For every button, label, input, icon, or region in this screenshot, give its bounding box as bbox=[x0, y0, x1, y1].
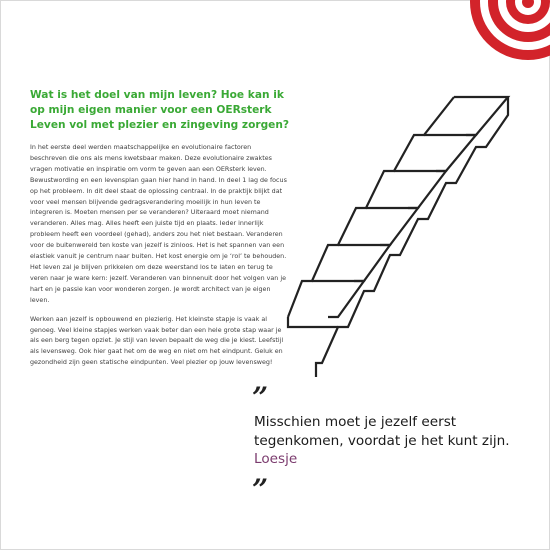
quote-close-mark: ” bbox=[252, 473, 269, 506]
pull-quote bbox=[254, 413, 534, 469]
quote-open-mark: ” bbox=[252, 381, 269, 414]
body-text bbox=[30, 143, 288, 377]
target-icon bbox=[470, 0, 550, 60]
page-heading: Wat is het doel van mijn leven? Hoe kan ik op mijn eigen manier voor een OERsterk Leven vol met plezier en zingeving zorgen? bbox=[30, 89, 290, 131]
body-paragraph-2: Werken aan jezelf is opbouwend en plezierig. Het kleinste stapje is vaak al genoeg. Veel kleine stapjes werken vaak beter dan een hele grote stap waar je als een berg tegen opziet. Je stijl van leven bepaalt de weg die je kiest. Leefstijl als levensweg. Ook hier gaat het om de weg en niet om het eindpunt. Geluk en gezondheid zijn geen statische eindpunten. Veel plezier op jouw levensweg! bbox=[30, 315, 284, 367]
body-paragraph-1: In het eerste deel werden maatschappelijke en evolutionaire factoren beschreven die ons als mens kwetsbaar maken. Deze evolutionaire zwaktes vragen motivatie en inspiratie om vorm te geven aan een OERsterk leven. Bewustwording en een levensplan gaan hier hand in hand. In deel 1 lag de focus op het probleem. In dit deel staat de oplossing centraal. In de praktijk blijkt dat voor veel mensen blijvende gedragsverandering moeilijk in hun leven te integreren is. Moeten mensen per se veranderen? Uiteraard moet niemand veranderen. Alles mag. Alles heeft een juiste tijd en plaats. Ieder innerlijk probleem heeft een voordeel (gehad), anders zou het niet bestaan. Veranderen voor de buitenwereld ten koste van jezelf is zinloos. Het is het spannen van een elastiek vanuit je centrum naar buiten. Het kost energie om je ‘rol’ te behouden. Het leven zal je blijven prikkelen om deze weerstand los te laten en terug te veren naar je ware kern: jezelf. Veranderen van binnenuit door het volgen van je hart en je passie kan voor wonderen zorgen. Je wordt architect van je eigen leven. bbox=[30, 144, 287, 304]
quote-text: Misschien moet je jezelf eerst tegenkomen, voordat je het kunt zijn. bbox=[254, 414, 510, 449]
quote-author: Loesje bbox=[254, 451, 298, 467]
staircase-illustration bbox=[286, 95, 550, 385]
